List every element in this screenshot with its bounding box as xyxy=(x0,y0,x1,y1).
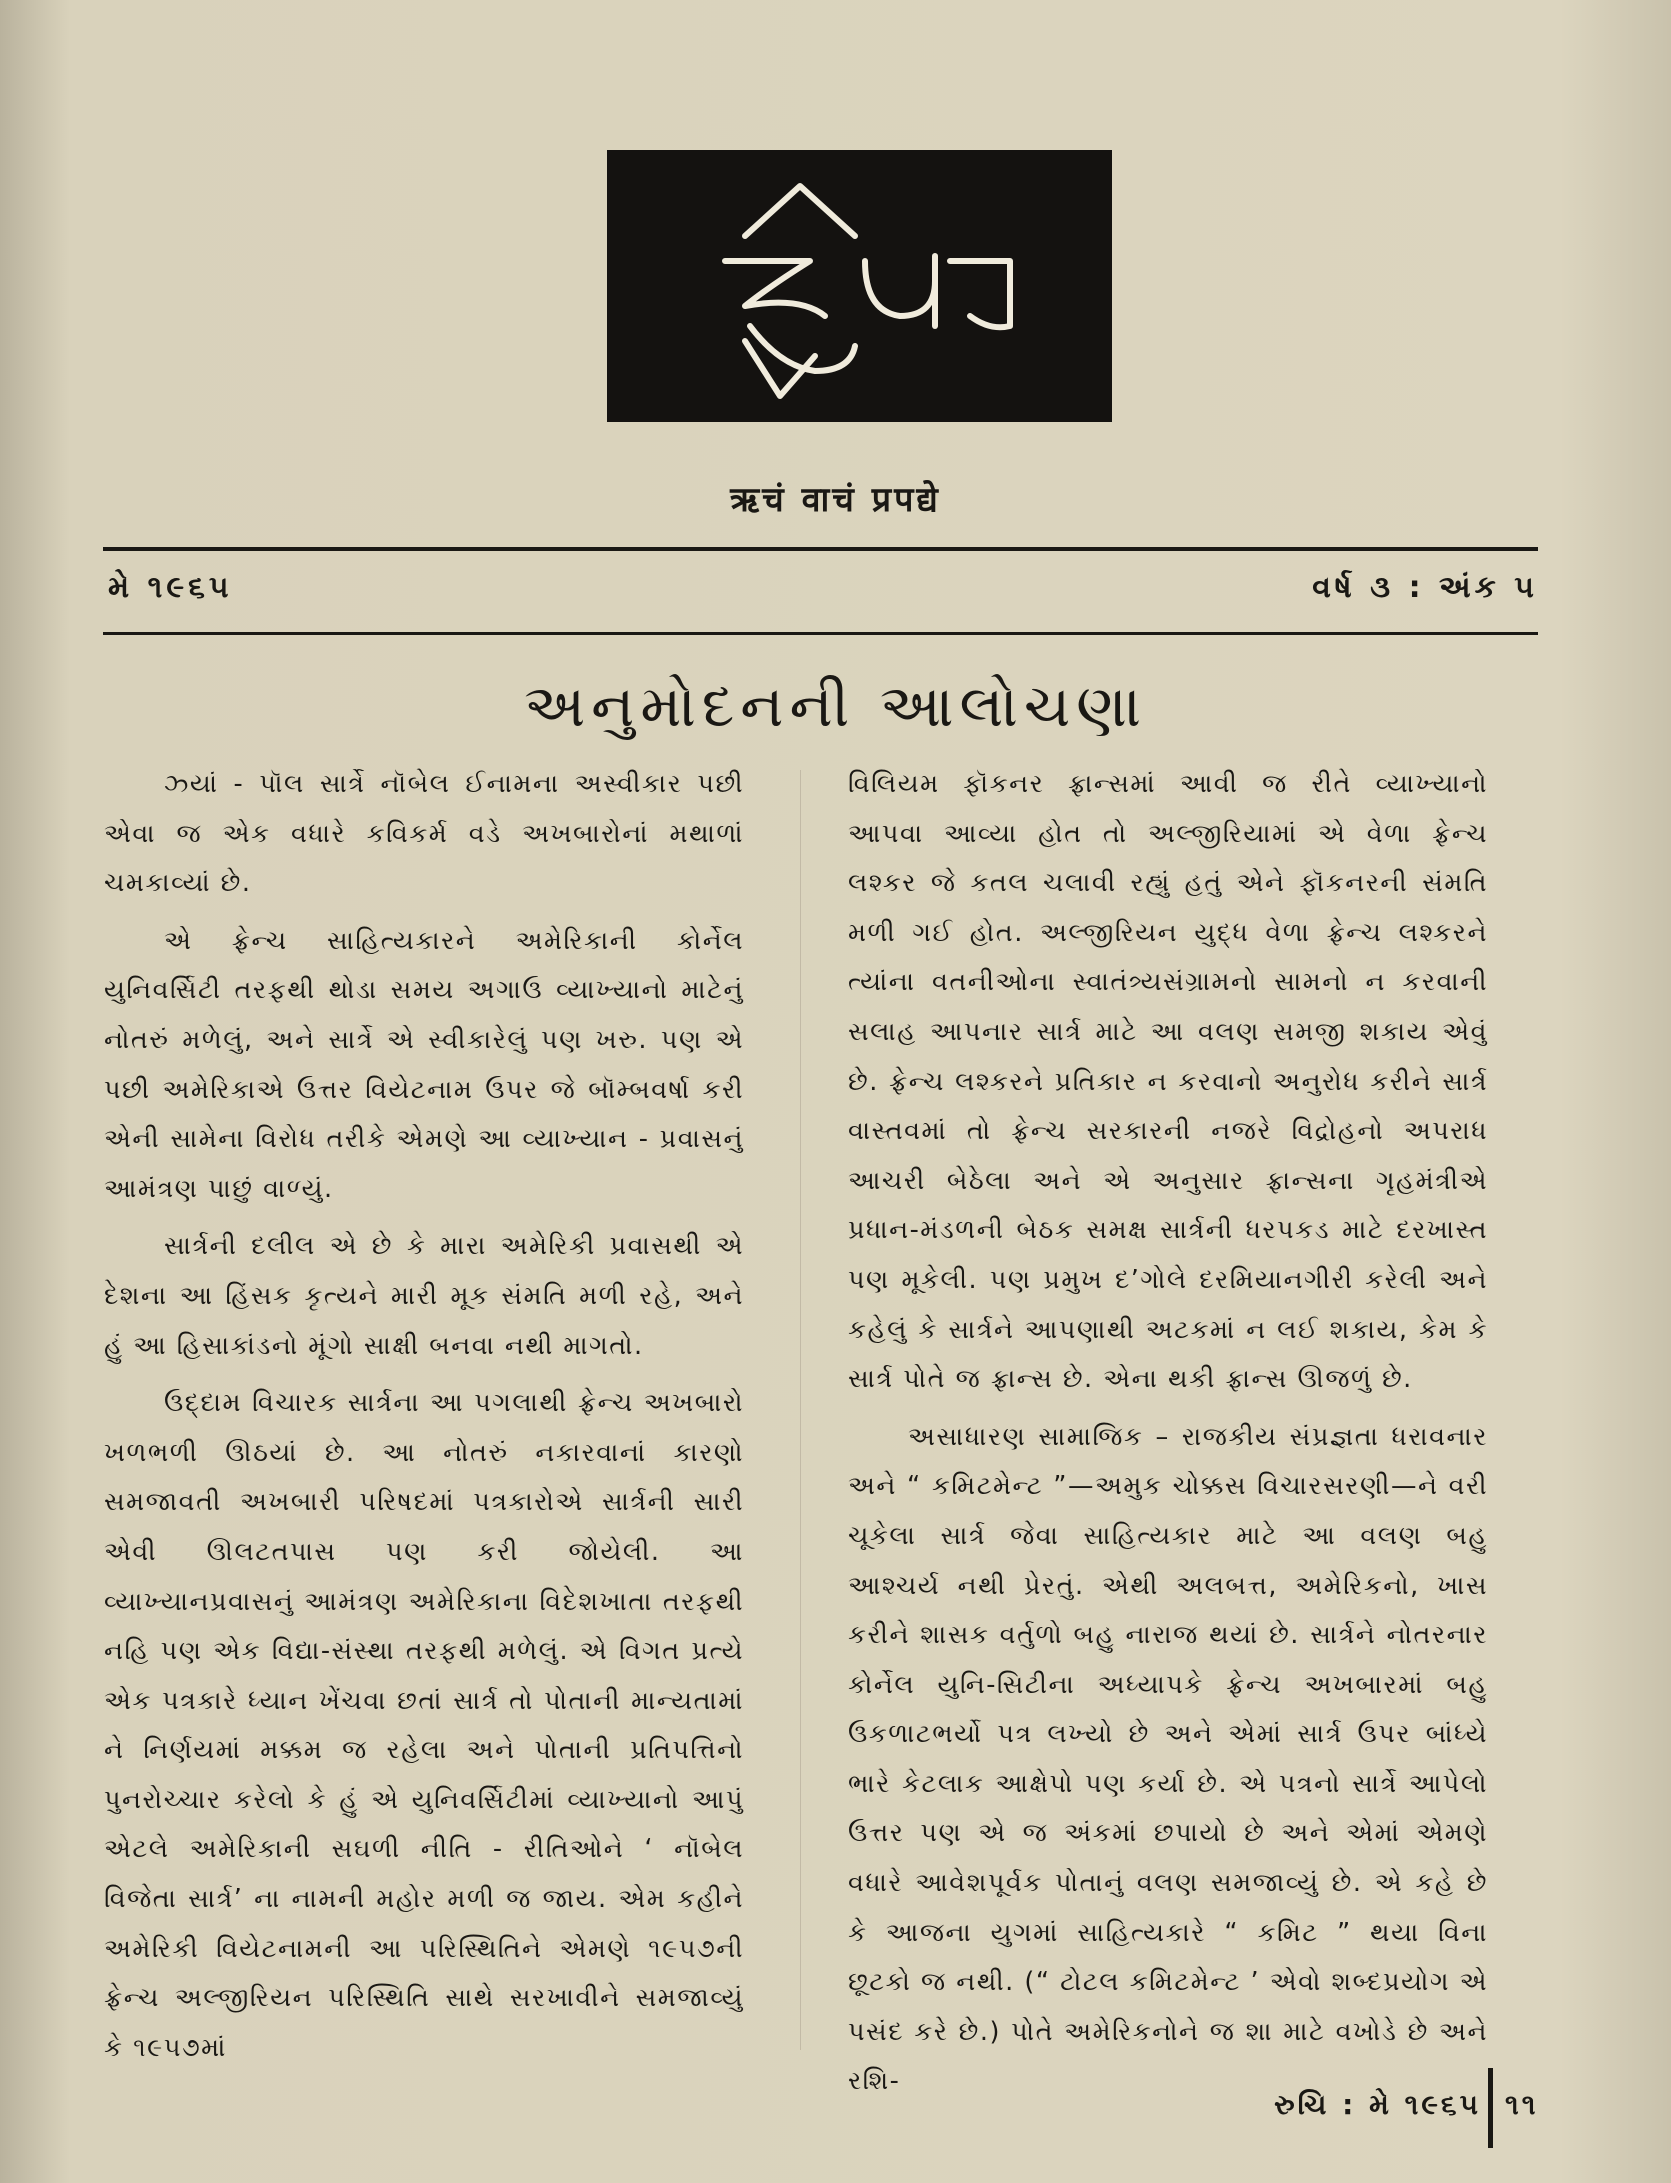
footer-divider xyxy=(1488,2068,1493,2148)
column-gutter xyxy=(800,770,801,2050)
motto: ऋचं वाचं प्रपद्ये xyxy=(730,480,941,520)
logo-glyph xyxy=(650,166,1070,406)
article-column-left xyxy=(104,760,744,2081)
header-rule-top xyxy=(103,547,1538,551)
paragraph: ઉદ્દામ વિચારક સાર્ત્રના આ પગલાથી ફ્રેન્ચ અખબારો ખળભળી ઊઠયાં છે. આ નોતરું નકારવાનાં કારણો સમજાવતી અખબારી પરિષદમાં પત્રકારોએ સાર્ત્રની સારી એવી ઊલટતપાસ પણ કરી જોયેલી. આ વ્યાખ્યાનપ્રવાસનું આમંત્રણ અમેરિકાના વિદેશખાતા તરફથી નહિ પણ એક વિદ્યા-સંસ્થા તરફથી મળેલું. એ વિગત પ્રત્યે એક પત્રકારે ધ્યાન ખેંચવા છતાં સાર્ત્ર તો પોતાની માન્યતામાં ને નિર્ણયમાં મક્કમ જ રહેલા અને પોતાની પ્રતિપત્તિનો પુનરોચ્ચાર કરેલો કે હું એ યુનિવર્સિટીમાં વ્યાખ્યાનો આપું એટલે અમેરિકાની સઘળી નીતિ - રીતિઓને ‘ નૉબેલ વિજેતા સાર્ત્ર’ ના નામની મહોર મળી જ જાય. એમ કહીને અમેરિકી વિયેટનામની આ પરિસ્થિતિને એમણે ૧૯૫૭ની ફ્રેન્ચ અલ્જીરિયન પરિસ્થિતિ સાથે સરખાવીને સમજાવ્યું કે ૧૯૫૭માં xyxy=(104,1388,744,2063)
article-title: અનુમોદનની આલોચણા xyxy=(523,672,1148,740)
issue-date: મે ૧૯૬૫ xyxy=(108,570,233,605)
paragraph: અસાધારણ સામાજિક – રાજકીય સંપ્રજ્ઞતા ધરાવનાર અને “ કમિટમેન્ટ ”—અમુક ચોક્કસ વિચારસરણી—ને વરી ચૂકેલા સાર્ત્ર જેવા સાહિત્યકાર માટે આ વલણ બહુ આશ્ચર્ય નથી પ્રેરતું. એથી અલબત્ત, અમેરિકનો, ખાસ કરીને શાસક વર્તુળો બહુ નારાજ થયાં છે. સાર્ત્રને નોતરનાર કોર્નેલ યુનિ-સિટીના અધ્યાપકે ફ્રેન્ચ અખબારમાં બહુ ઉકળાટભર્યો પત્ર લખ્યો છે અને એમાં સાર્ત્ર ઉપર બાંધ્યે ભારે કેટલાક આક્ષેપો પણ કર્યા છે. એ પત્રનો સાર્ત્રે આપેલો ઉત્તર પણ એ જ અંકમાં છપાયો છે અને એમાં એમણે વધારે આવેશપૂર્વક પોતાનું વલણ સમજાવ્યું છે. એ કહે છે કે આજના યુગમાં સાહિત્યકારે “ કમિટ ” થયા વિના છૂટકો જ નથી. (“ ટોટલ કમિટમેન્ટ ’ એવો શબ્દપ્રયોગ એ પસંદ કરે છે.) પોતે અમેરિકનોને જ શા માટે વખોડે છે અને રશિ- xyxy=(848,1421,1488,2097)
header-rule-bottom xyxy=(103,632,1538,635)
paragraph: ઝ્યાં - પૉલ સાર્ત્રે નૉબેલ ઈનામના અસ્વીકાર પછી એવા જ એક વધારે કવિકર્મ વડે અખબારોનાં મથાળાં ચમકાવ્યાં છે. xyxy=(104,769,744,899)
running-footer: રુચિ : મે ૧૯૬૫ xyxy=(1274,2088,1481,2121)
paragraph: સાર્ત્રની દલીલ એ છે કે મારા અમેરિકી પ્રવાસથી એ દેશના આ હિંસક કૃત્યને મારી મૂક સંમતિ મળી રહે, અને હું આ હિસાકાંડનો મૂંગો સાક્ષી બનવા નથી માગતો. xyxy=(104,1231,744,1361)
paragraph: વિલિયમ ફૉકનર ફ્રાન્સમાં આવી જ રીતે વ્યાખ્યાનો આપવા આવ્યા હોત તો અલ્જીરિયામાં એ વેળા ફ્રેન્ચ લશ્કર જે કતલ ચલાવી રહ્યું હતું એને ફૉકનરની સંમતિ મળી ગઈ હોત. અલ્જીરિયન યુદ્ધ વેળા ફ્રેન્ચ લશ્કરને ત્યાંના વતનીઓના સ્વાતંત્ર્યસંગ્રામનો સામનો ન કરવાની સલાહ આપનાર સાર્ત્ર માટે આ વલણ સમજી શકાય એવું છે. ફ્રેન્ચ લશ્કરને પ્રતિકાર ન કરવાનો અનુરોધ કરીને સાર્ત્ર વાસ્તવમાં તો ફ્રેન્ચ સરકારની નજરે વિદ્રોહનો અપરાધ આચરી બેઠેલા અને એ અનુસાર ફ્રાન્સના ગૃહમંત્રીએ પ્રધાન-મંડળની બેઠક સમક્ષ સાર્ત્રની ધરપકડ માટે દરખાસ્ત પણ મૂકેલી. પણ પ્રમુખ દ’ગોલે દરમિયાનગીરી કરેલી અને કહેલું કે સાર્ત્રને આપણાથી અટકમાં ન લઈ શકાય, કેમ કે સાર્ત્ર પોતે જ ફ્રાન્સ છે. એના થકી ફ્રાન્સ ઊજળું છે. xyxy=(848,769,1488,1395)
page-number: ૧૧ xyxy=(1505,2088,1539,2121)
article-column-right xyxy=(848,760,1488,2115)
masthead-logo xyxy=(607,150,1112,422)
issue-volume: વર્ષ ૩ : અંક ૫ xyxy=(1312,570,1538,605)
paragraph: એ ફ્રેન્ચ સાહિત્યકારને અમેરિકાની કોર્નેલ યુનિવર્સિટી તરફથી થોડા સમય અગાઉ વ્યાખ્યાનો માટેનું નોતરું મળેલું, અને સાર્ત્રે એ સ્વીકારેલું પણ ખરુ. પણ એ પછી અમેરિકાએ ઉત્તર વિયેટનામ ઉપર જે બૉમ્બવર્ષા કરી એની સામેના વિરોધ તરીકે એમણે આ વ્યાખ્યાન - પ્રવાસનું આમંત્રણ પાછું વાળ્યું. xyxy=(104,925,744,1204)
